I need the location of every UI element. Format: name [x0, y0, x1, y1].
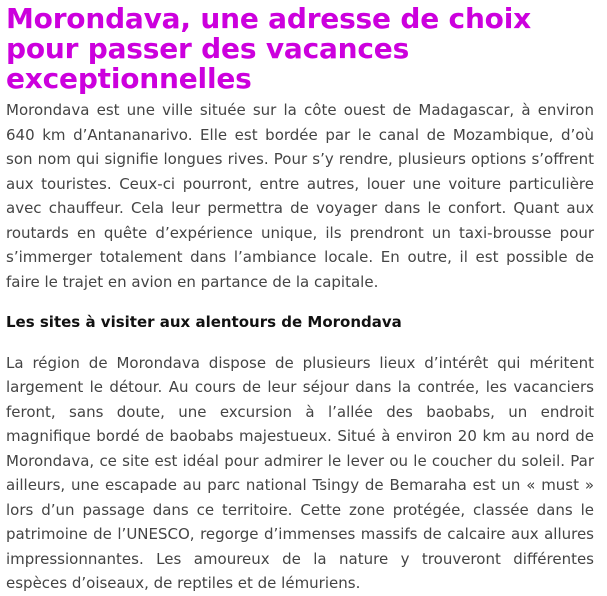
- article-title: Morondava, une adresse de choix pour passer des vacances exceptionnelles: [6, 2, 531, 95]
- article: [6, 0, 594, 596]
- intro-paragraph: Morondava est une ville située sur la côte ouest de Madagascar, à environ 640 km d’Antananarivo. Elle est bordée par le canal de Mozambique, d’où son nom qui signifie longues rives. Pour s’y rendre, plusieurs options s’offrent aux touristes. Ceux-ci pourront, entre autres, louer une voiture particulière avec chauffeur. Cela leur permettra de voyager dans le confort. Quant aux routards en quête d’expérience unique, ils prendront un taxi-brousse pour s’immerger totalement dans l’ambiance locale. En outre, il est possible de faire le trajet en avion en partance de la capitale.: [6, 101, 594, 291]
- section-heading: Les sites à visiter aux alentours de Morondava: [6, 313, 402, 331]
- section-paragraph: La région de Morondava dispose de plusieurs lieux d’intérêt qui méritent largement le détour. Au cours de leur séjour dans la contrée, les vacanciers feront, sans doute, une excursion à l’allée des baobabs, un endroit magnifique bordé de baobabs majestueux. Situé à environ 20 km au nord de Morondava, ce site est idéal pour admirer le lever ou le coucher du soleil. Par ailleurs, une escapade au parc national Tsingy de Bemaraha est un « must » lors d’un passage dans ce territoire. Cette zone protégée, classée dans le patrimoine de l’UNESCO, regorge d’immenses massifs de calcaire aux allures impressionnantes. Les amoureux de la nature y trouveront différentes espèces d’oiseaux, de reptiles et de lémuriens.: [6, 353, 594, 592]
